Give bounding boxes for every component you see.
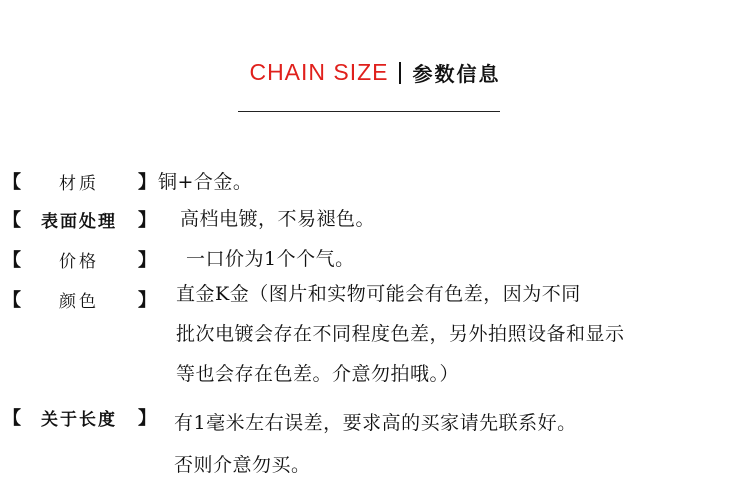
spec-value-line: 一口价为1个个气。 — [186, 248, 355, 270]
spec-label — [3, 246, 156, 274]
spec-label-text: 颜色 — [59, 292, 99, 312]
header-title: CHAIN SIZE — [249, 59, 389, 85]
spec-value-line: 直金K金（图片和实物可能会有色差，因为不同 — [176, 283, 581, 305]
spec-label — [3, 206, 156, 234]
header — [0, 58, 750, 87]
spec-value-line: 批次电镀会存在不同程度色差，另外拍照设备和显示 — [176, 323, 625, 345]
spec-label-text: 表面处理 — [41, 212, 117, 232]
spec-value-line: 等也会存在色差。介意勿拍哦。） — [176, 363, 460, 385]
bracket-open: 【 — [3, 408, 21, 429]
header-underline — [238, 111, 500, 112]
bracket-open: 【 — [3, 210, 21, 231]
header-subtitle: 参数信息 — [412, 62, 501, 86]
bracket-open: 【 — [3, 290, 21, 311]
spec-label — [3, 168, 156, 196]
spec-value-line: 铜+合金。 — [158, 171, 253, 193]
bracket-open: 【 — [3, 250, 21, 271]
bracket-close: 】 — [138, 290, 156, 311]
spec-label — [3, 286, 156, 314]
spec-value-line: 否则介意勿买。 — [174, 454, 311, 476]
bracket-close: 】 — [138, 250, 156, 271]
bracket-close: 】 — [138, 408, 156, 429]
spec-label — [3, 404, 156, 432]
header-separator — [399, 62, 401, 84]
bracket-close: 】 — [138, 210, 156, 231]
spec-label-text: 价格 — [59, 252, 99, 272]
spec-value-line: 有1毫米左右误差，要求高的买家请先联系好。 — [174, 412, 577, 434]
bracket-open: 【 — [3, 172, 21, 193]
spec-label-text: 关于长度 — [41, 410, 117, 430]
spec-value-line: 高档电镀，不易褪色。 — [180, 208, 376, 230]
bracket-close: 】 — [138, 172, 156, 193]
spec-label-text: 材质 — [59, 174, 99, 194]
